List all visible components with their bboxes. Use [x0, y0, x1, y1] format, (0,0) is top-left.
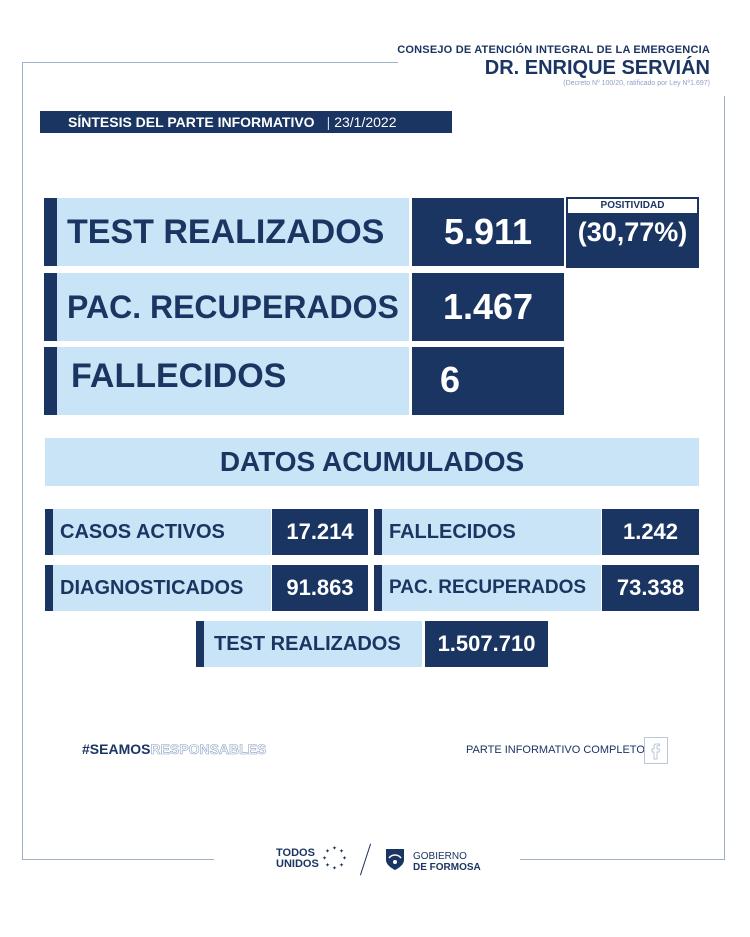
row-accent [44, 273, 57, 341]
svg-text:✦: ✦ [322, 855, 328, 862]
active-cases-value: 17.214 [272, 509, 368, 555]
acc-recovered-label: PAC. RECUPERADOS [382, 565, 601, 611]
row-accent [44, 198, 57, 266]
stars-icon [320, 844, 348, 872]
svg-text:✦: ✦ [325, 862, 331, 869]
acc-deaths-value: 1.242 [602, 509, 699, 555]
frame-line-bottom-left [22, 859, 214, 860]
formosa-shield-icon [384, 846, 406, 872]
diagnosed-label: DIAGNOSTICADOS [53, 565, 271, 611]
divider-slash [360, 844, 371, 876]
daily-recovered-row [44, 273, 564, 341]
frame-line-top [22, 62, 398, 63]
acc-recovered-value: 73.338 [602, 565, 699, 611]
acc-tests-value: 1.507.710 [425, 621, 548, 667]
acc-deaths-label: FALLECIDOS [382, 509, 601, 555]
synthesis-separator: | [326, 114, 331, 130]
row-accent [45, 509, 53, 555]
active-cases-row [45, 509, 368, 555]
gov-line1: GOBIERNO [413, 851, 467, 862]
facebook-icon[interactable] [644, 737, 668, 764]
hashtag-bold: #SEAMOS [82, 741, 151, 757]
svg-text:✦: ✦ [342, 855, 348, 862]
acc-deaths-row [374, 509, 699, 555]
active-cases-label: CASOS ACTIVOS [53, 509, 271, 555]
hashtag [82, 741, 266, 757]
positivity-value: (30,77%) [577, 217, 688, 247]
accumulated-title: DATOS ACUMULADOS [45, 438, 699, 486]
svg-text:✦: ✦ [325, 848, 331, 855]
row-accent [374, 565, 382, 611]
row-accent [45, 565, 53, 611]
todos-line: TODOS [276, 847, 315, 859]
diagnosed-value: 91.863 [272, 565, 368, 611]
svg-text:✦: ✦ [332, 845, 338, 852]
row-accent [44, 347, 57, 415]
synthesis-title: SÍNTESIS DEL PARTE INFORMATIVO [68, 114, 315, 130]
hashtag-outline: RESPONSABLES [150, 741, 267, 757]
synthesis-bar [40, 111, 452, 133]
daily-tests-row [44, 198, 564, 266]
council-header [397, 44, 710, 87]
frame-line-left [22, 62, 23, 860]
daily-deaths-row [44, 347, 564, 415]
council-doctor: DR. ENRIQUE SERVIÁN [484, 57, 710, 79]
acc-tests-label: TEST REALIZADOS [204, 621, 422, 667]
positivity-box [566, 197, 699, 268]
full-report-link[interactable]: PARTE INFORMATIVO COMPLETO [466, 744, 645, 756]
daily-deaths-label: FALLECIDOS [57, 347, 409, 415]
council-decree: (Decreto Nº 100/20, ratificado por Ley Nº1.697) [563, 80, 710, 87]
unidos-line: UNIDOS [276, 858, 319, 870]
diagnosed-row [45, 565, 368, 611]
svg-text:✦: ✦ [339, 862, 345, 869]
acc-recovered-row [374, 565, 699, 611]
positivity-label: POSITIVIDAD [568, 199, 697, 213]
row-accent [374, 509, 382, 555]
daily-tests-label: TEST REALIZADOS [57, 198, 409, 266]
svg-text:✦: ✦ [339, 848, 345, 855]
council-name: CONSEJO DE ATENCIÓN INTEGRAL DE LA EMERGENCIA [397, 44, 710, 56]
todos-unidos-logo [276, 848, 319, 870]
daily-deaths-value: 6 [412, 347, 564, 415]
frame-line-right [724, 96, 725, 860]
daily-recovered-value: 1.467 [412, 273, 564, 341]
daily-tests-value: 5.911 [412, 198, 564, 266]
row-accent [196, 621, 204, 667]
frame-line-bottom-right [520, 859, 725, 860]
gov-line2: DE FORMOSA [413, 862, 481, 873]
acc-tests-row [196, 621, 548, 667]
daily-recovered-label: PAC. RECUPERADOS [57, 273, 409, 341]
svg-text:✦: ✦ [332, 865, 338, 872]
synthesis-date: 23/1/2022 [334, 114, 397, 130]
